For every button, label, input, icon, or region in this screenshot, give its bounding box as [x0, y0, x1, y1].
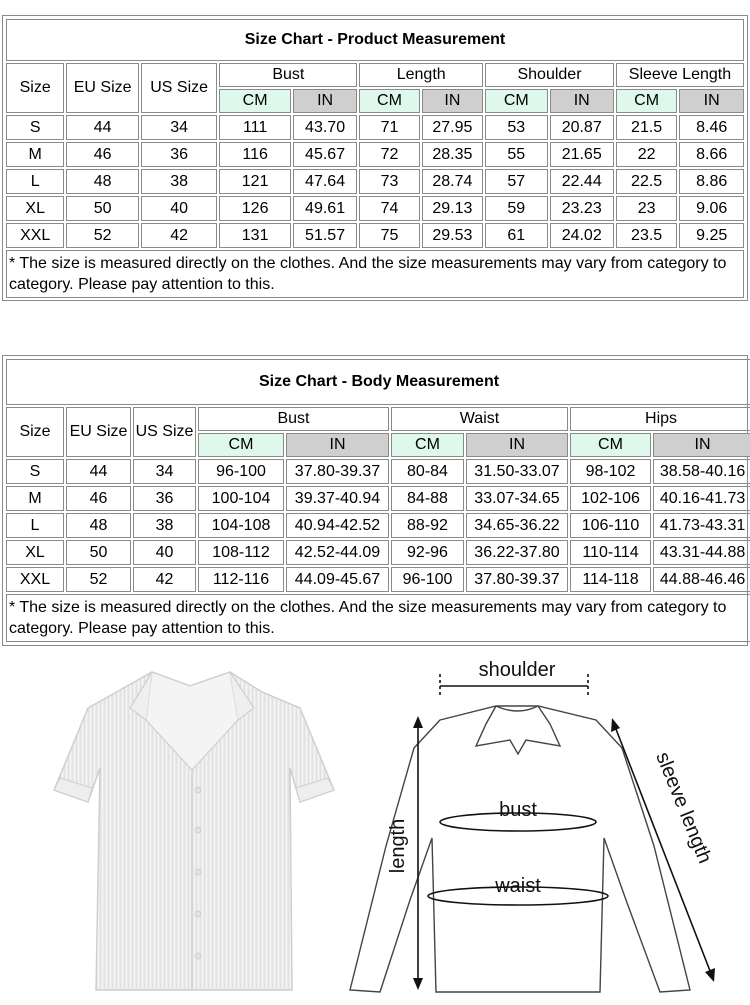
- table-cell: 21.65: [550, 142, 614, 167]
- table-cell: 43.70: [293, 115, 357, 140]
- table-cell: 61: [485, 223, 547, 248]
- table-cell: 39.37-40.94: [286, 486, 389, 511]
- table-cell: 42: [133, 567, 196, 592]
- table-cell: 40: [141, 196, 218, 221]
- table-cell: 34: [141, 115, 218, 140]
- bust-label: bust: [499, 799, 537, 821]
- table-cell: 110-114: [570, 540, 651, 565]
- table-cell: M: [6, 142, 64, 167]
- table-cell: 71: [359, 115, 419, 140]
- table-cell: 42.52-44.09: [286, 540, 389, 565]
- unit-cm: CM: [570, 433, 651, 457]
- header-eu-size: EU Size: [66, 63, 138, 113]
- table-cell: 111: [219, 115, 290, 140]
- table-cell: 22: [616, 142, 677, 167]
- body-table-body: [6, 459, 750, 592]
- table-cell: 80-84: [391, 459, 464, 484]
- table-cell: 52: [66, 223, 138, 248]
- table-cell: 22.5: [616, 169, 677, 194]
- table-cell: XXL: [6, 567, 64, 592]
- table-row: [6, 115, 744, 140]
- table-cell: 46: [66, 142, 138, 167]
- table-row: [6, 223, 744, 248]
- table-cell: 47.64: [293, 169, 357, 194]
- unit-cm: CM: [198, 433, 284, 457]
- table-cell: 114-118: [570, 567, 651, 592]
- table-cell: XL: [6, 196, 64, 221]
- table-cell: 28.35: [422, 142, 483, 167]
- table-cell: 72: [359, 142, 419, 167]
- table-cell: 84-88: [391, 486, 464, 511]
- product-chart-note: * The size is measured directly on the clothes. And the size measurements may vary from category to category. Please pay attention to this.: [6, 250, 744, 298]
- table-cell: 104-108: [198, 513, 284, 538]
- table-cell: 126: [219, 196, 290, 221]
- table-cell: 27.95: [422, 115, 483, 140]
- table-cell: 44.88-46.46: [653, 567, 750, 592]
- table-cell: 74: [359, 196, 419, 221]
- shirt-photo: [54, 672, 334, 990]
- table-row: [6, 540, 750, 565]
- header-size: Size: [6, 63, 64, 113]
- table-cell: 36: [141, 142, 218, 167]
- table-cell: 59: [485, 196, 547, 221]
- table-cell: 36: [133, 486, 196, 511]
- table-cell: 88-92: [391, 513, 464, 538]
- table-cell: 96-100: [391, 567, 464, 592]
- table-cell: 121: [219, 169, 290, 194]
- waist-label: waist: [495, 875, 541, 897]
- unit-in: IN: [422, 89, 483, 113]
- table-cell: 23.5: [616, 223, 677, 248]
- table-cell: 41.73-43.31: [653, 513, 750, 538]
- header-hips: Hips: [570, 407, 750, 431]
- unit-in: IN: [550, 89, 614, 113]
- table-cell: 20.87: [550, 115, 614, 140]
- table-cell: 75: [359, 223, 419, 248]
- table-row: [6, 486, 750, 511]
- table-cell: 9.06: [679, 196, 744, 221]
- table-cell: 28.74: [422, 169, 483, 194]
- table-row: [6, 196, 744, 221]
- header-bust: Bust: [198, 407, 389, 431]
- table-cell: 92-96: [391, 540, 464, 565]
- header-waist: Waist: [391, 407, 568, 431]
- table-cell: 49.61: [293, 196, 357, 221]
- sleeve-length-label: sleeve length: [651, 748, 716, 867]
- table-cell: 37.80-39.37: [466, 567, 568, 592]
- table-row: [6, 513, 750, 538]
- table-cell: 29.13: [422, 196, 483, 221]
- table-cell: 131: [219, 223, 290, 248]
- table-cell: 37.80-39.37: [286, 459, 389, 484]
- table-cell: 57: [485, 169, 547, 194]
- table-cell: 40: [133, 540, 196, 565]
- table-cell: 43.31-44.88: [653, 540, 750, 565]
- table-cell: 23: [616, 196, 677, 221]
- table-cell: 8.86: [679, 169, 744, 194]
- table-cell: XL: [6, 540, 64, 565]
- table-cell: XXL: [6, 223, 64, 248]
- header-bust: Bust: [219, 63, 357, 87]
- unit-cm: CM: [485, 89, 547, 113]
- product-chart-title: Size Chart - Product Measurement: [6, 19, 744, 61]
- unit-in: IN: [679, 89, 744, 113]
- table-cell: 48: [66, 513, 131, 538]
- table-cell: 36.22-37.80: [466, 540, 568, 565]
- table-cell: 40.94-42.52: [286, 513, 389, 538]
- length-label: length: [387, 818, 409, 874]
- table-cell: L: [6, 169, 64, 194]
- body-chart-note: * The size is measured directly on the clothes. And the size measurements may vary from category to category. Please pay attention to this.: [6, 594, 750, 642]
- table-cell: 21.5: [616, 115, 677, 140]
- table-cell: 23.23: [550, 196, 614, 221]
- table-cell: S: [6, 459, 64, 484]
- table-cell: 22.44: [550, 169, 614, 194]
- header-length: Length: [359, 63, 483, 87]
- table-cell: 116: [219, 142, 290, 167]
- table-cell: 24.02: [550, 223, 614, 248]
- table-cell: 38.58-40.16: [653, 459, 750, 484]
- unit-cm: CM: [219, 89, 290, 113]
- table-cell: 29.53: [422, 223, 483, 248]
- unit-cm: CM: [616, 89, 677, 113]
- table-cell: 31.50-33.07: [466, 459, 568, 484]
- table-cell: 40.16-41.73: [653, 486, 750, 511]
- table-row: [6, 169, 744, 194]
- table-row: [6, 567, 750, 592]
- table-cell: 46: [66, 486, 131, 511]
- length-measure: [413, 716, 423, 990]
- table-cell: 45.67: [293, 142, 357, 167]
- table-cell: 38: [141, 169, 218, 194]
- unit-in: IN: [293, 89, 357, 113]
- table-cell: 44: [66, 459, 131, 484]
- table-cell: 34.65-36.22: [466, 513, 568, 538]
- table-cell: 108-112: [198, 540, 284, 565]
- header-shoulder: Shoulder: [485, 63, 614, 87]
- table-cell: 44.09-45.67: [286, 567, 389, 592]
- table-cell: 34: [133, 459, 196, 484]
- table-row: [6, 142, 744, 167]
- table-cell: 44: [66, 115, 138, 140]
- product-size-chart: [2, 15, 748, 301]
- table-cell: 53: [485, 115, 547, 140]
- table-cell: 73: [359, 169, 419, 194]
- table-cell: 8.66: [679, 142, 744, 167]
- table-cell: 100-104: [198, 486, 284, 511]
- table-cell: 55: [485, 142, 547, 167]
- table-cell: S: [6, 115, 64, 140]
- table-cell: M: [6, 486, 64, 511]
- table-cell: 52: [66, 567, 131, 592]
- body-size-chart: [2, 355, 748, 646]
- unit-in: IN: [286, 433, 389, 457]
- body-measurement-table: [4, 357, 750, 644]
- unit-in: IN: [653, 433, 750, 457]
- table-cell: 98-102: [570, 459, 651, 484]
- table-cell: 106-110: [570, 513, 651, 538]
- product-measurement-table: [4, 17, 746, 300]
- table-row: [6, 459, 750, 484]
- diagram-collar: [476, 706, 560, 754]
- unit-cm: CM: [359, 89, 419, 113]
- table-cell: L: [6, 513, 64, 538]
- header-eu-size: EU Size: [66, 407, 131, 457]
- table-cell: 50: [66, 196, 138, 221]
- table-cell: 102-106: [570, 486, 651, 511]
- header-size: Size: [6, 407, 64, 457]
- header-us-size: US Size: [141, 63, 218, 113]
- shirt-illustration: [0, 650, 750, 1000]
- table-cell: 9.25: [679, 223, 744, 248]
- table-cell: 50: [66, 540, 131, 565]
- shoulder-label: shoulder: [478, 659, 556, 681]
- body-chart-title: Size Chart - Body Measurement: [6, 359, 750, 405]
- header-sleeve-length: Sleeve Length: [616, 63, 744, 87]
- unit-cm: CM: [391, 433, 464, 457]
- product-table-body: [6, 115, 744, 248]
- header-us-size: US Size: [133, 407, 196, 457]
- table-cell: 51.57: [293, 223, 357, 248]
- table-cell: 42: [141, 223, 218, 248]
- table-cell: 8.46: [679, 115, 744, 140]
- table-cell: 96-100: [198, 459, 284, 484]
- table-cell: 48: [66, 169, 138, 194]
- table-cell: 112-116: [198, 567, 284, 592]
- table-cell: 38: [133, 513, 196, 538]
- unit-in: IN: [466, 433, 568, 457]
- table-cell: 33.07-34.65: [466, 486, 568, 511]
